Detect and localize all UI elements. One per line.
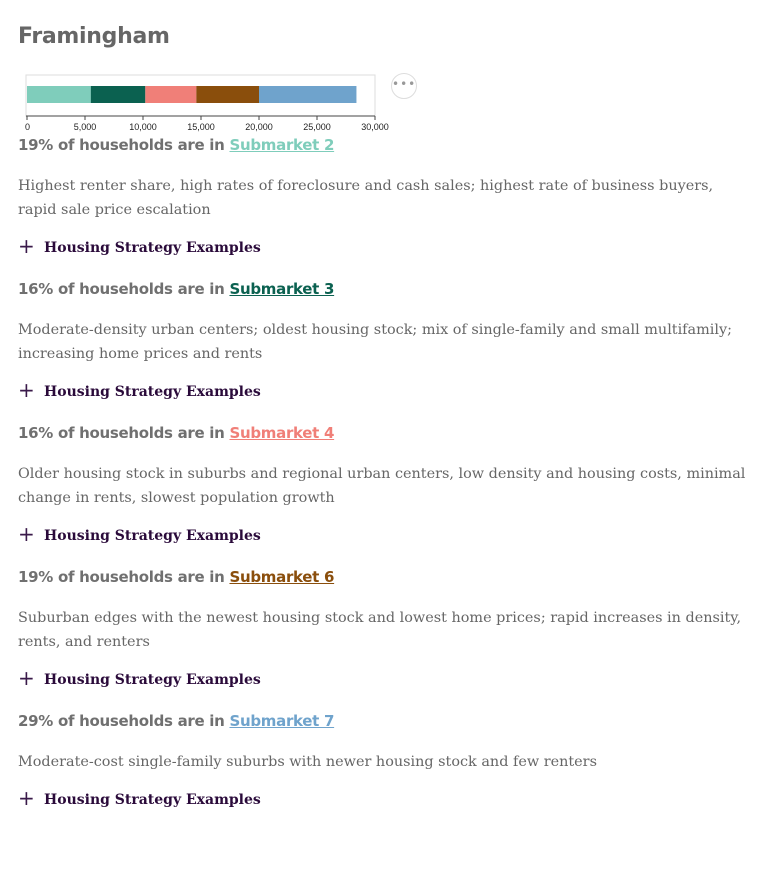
housing-strategy-toggle[interactable] — [18, 668, 746, 692]
household-share-prefix: of households are in — [57, 712, 225, 730]
x-tick-label: 5,000 — [73, 122, 97, 132]
household-share-prefix: of households are in — [57, 424, 225, 442]
bar-segment — [145, 86, 196, 103]
submarket-section — [18, 710, 746, 812]
housing-strategy-toggle[interactable] — [18, 788, 746, 812]
housing-strategy-toggle[interactable] — [18, 524, 746, 548]
x-tick-label: 20,000 — [245, 122, 273, 132]
household-percentage: 29% — [18, 712, 54, 730]
submarket-description: Moderate-density urban centers; oldest housing stock; mix of single-family and small multifamily; increasing home prices and rents — [18, 322, 732, 362]
chart-row — [18, 72, 746, 132]
plus-icon: + — [18, 378, 35, 402]
submarket-section — [18, 566, 746, 692]
submarket-link[interactable]: Submarket 6 — [229, 568, 335, 586]
submarket-section — [18, 134, 746, 260]
household-share-line — [18, 278, 746, 300]
plus-icon: + — [18, 666, 35, 690]
x-tick-label: 30,000 — [361, 122, 389, 132]
submarket-description: Highest renter share, high rates of foreclosure and cash sales; highest rate of business buyers, rapid sale price escalation — [18, 178, 714, 218]
household-share-line — [18, 566, 746, 588]
plus-icon: + — [18, 786, 35, 810]
submarket-link[interactable]: Submarket 3 — [229, 280, 335, 298]
household-share-line — [18, 134, 746, 156]
bar-segment — [91, 86, 146, 103]
submarket-link[interactable]: Submarket 7 — [229, 712, 335, 730]
housing-strategy-label: Housing Strategy Examples — [44, 240, 261, 256]
page-content — [18, 20, 746, 812]
x-tick-label: 25,000 — [303, 122, 331, 132]
household-percentage: 16% — [18, 424, 54, 442]
household-share-line — [18, 422, 746, 444]
plus-icon: + — [18, 522, 35, 546]
more-options-button[interactable]: ••• — [391, 73, 417, 99]
x-tick-label: 10,000 — [129, 122, 157, 132]
housing-strategy-label: Housing Strategy Examples — [44, 384, 261, 400]
household-percentage: 19% — [18, 568, 54, 586]
household-share-prefix: of households are in — [57, 280, 225, 298]
page-title: Framingham — [18, 24, 170, 49]
household-share-prefix: of households are in — [57, 136, 225, 154]
plus-icon: + — [18, 234, 35, 258]
submarket-link[interactable]: Submarket 4 — [229, 424, 335, 442]
submarket-description: Suburban edges with the newest housing stock and lowest home prices; rapid increases in density, rents, and renters — [18, 610, 742, 650]
housing-strategy-label: Housing Strategy Examples — [44, 528, 261, 544]
bar-segment — [259, 86, 356, 103]
submarket-description: Older housing stock in suburbs and regional urban centers, low density and housing costs, minimal change in rents, slowest population growth — [18, 466, 746, 506]
submarket-sections — [18, 134, 746, 812]
submarket-section — [18, 278, 746, 404]
submarket-section — [18, 422, 746, 548]
x-tick-label: 15,000 — [187, 122, 215, 132]
x-tick-label: 0 — [25, 122, 31, 132]
bar-segment — [27, 86, 91, 103]
housing-strategy-label: Housing Strategy Examples — [44, 792, 261, 808]
household-percentage: 16% — [18, 280, 54, 298]
housing-strategy-label: Housing Strategy Examples — [44, 672, 261, 688]
submarket-link[interactable]: Submarket 2 — [229, 136, 335, 154]
household-percentage: 19% — [18, 136, 54, 154]
bar-segment — [196, 86, 259, 103]
housing-strategy-toggle[interactable] — [18, 236, 746, 260]
stacked-bar-chart — [18, 72, 388, 132]
housing-strategy-toggle[interactable] — [18, 380, 746, 404]
submarket-description: Moderate-cost single-family suburbs with newer housing stock and few renters — [18, 754, 597, 770]
household-share-line — [18, 710, 746, 732]
household-share-prefix: of households are in — [57, 568, 225, 586]
